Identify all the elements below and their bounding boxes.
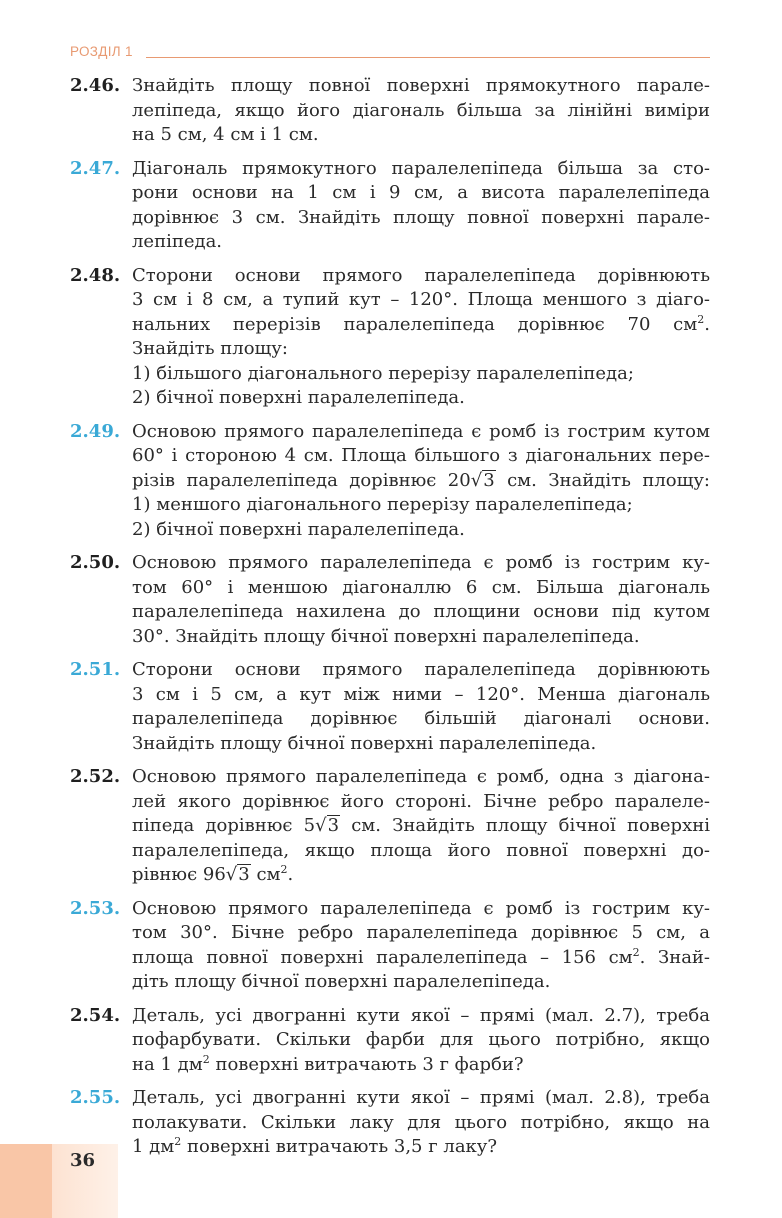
superscript: 2 [174,1135,182,1148]
text-line: на 5 см, 4 см і 1 см. [132,124,319,145]
text-segment: . [287,864,294,885]
problem-number: 2.47. [70,157,121,179]
problem-text [132,765,710,888]
text-segment: на 1 дм [132,1053,203,1075]
problem-number: 2.48. [70,264,121,286]
problem-text [132,897,710,995]
text-line: 1) меншого діагонального перерізу паралелепіпеда; [132,494,633,515]
text-line: лей якого дорівнює його стороні. Бічне ребро паралеле- [132,790,710,812]
text-line: 30°. Знайдіть площу бічної поверхні паралелепіпеда. [132,625,640,647]
text-line: 1) більшого діагонального перерізу паралелепіпеда; [132,362,634,384]
text-segment: нальних перерізів паралелепіпеда дорівнює 70 см [132,313,698,335]
problem-number: 2.55. [70,1087,121,1108]
text-line: 3 см і 5 см, а кут між ними – 120°. Менша діагональ [132,683,710,705]
sqrt-sign: √ [470,469,483,491]
radicand: 3 [483,469,495,491]
text-line [132,1053,710,1078]
page-header [70,42,710,66]
text-line: паралелепіпеда дорівнює більшій діагоналі основи. [132,708,710,729]
text-line: Знайдіть площу бічної поверхні паралелепіпеда. [132,732,597,754]
text-segment: рівнює 96 [132,864,226,885]
problem-2-53 [70,897,710,995]
text-line: рони основи на 1 см і 9 см, а висота паралелепіпеда [132,182,710,203]
text-segment: різів паралелепіпеда дорівнює 20 [132,469,471,491]
problem-text [132,264,710,411]
text-segment: см. Знайдіть площу бічної поверхні [340,815,710,836]
text-line: Знайдіть площу: [132,338,288,359]
text-line: дорівнює 3 см. Знайдіть площу повної поверхні парале- [132,206,710,228]
problem-text [132,157,710,255]
text-line: Сторони основи прямого паралелепіпеда дорівнюють [132,659,710,680]
problem-2-55 [70,1086,710,1160]
superscript: 2 [697,312,705,326]
text-line [132,863,710,888]
problem-text [132,420,710,543]
text-line [132,1135,710,1160]
text-line: Сторони основи прямого паралелепіпеда дорівнюють [132,264,710,286]
text-line: Основою прямого паралелепіпеда є ромб, одна з діагона- [132,766,710,787]
section-label: РОЗДІЛ 1 [70,44,133,59]
text-segment: . Знай- [639,946,711,968]
page-number: 36 [70,1150,96,1171]
text-line: полакувати. Скільки лаку для цього потрібно, якщо на [132,1111,710,1133]
problem-number: 2.54. [70,1004,121,1026]
superscript: 2 [202,1052,210,1066]
problem-number: 2.51. [70,659,121,680]
text-line: 60° і стороною 4 см. Площа більшого з діагональних пере- [132,445,710,466]
text-line: 2) бічної поверхні паралелепіпеда. [132,518,465,540]
text-line: лепіпеда, якщо його діагональ більша за лінійні виміри [132,99,710,121]
text-segment: . [704,313,710,335]
problem-number: 2.50. [70,552,121,573]
problem-2-51 [70,658,710,756]
text-line: Основою прямого паралелепіпеда є ромб із гострим ку- [132,897,710,919]
text-line: 2) бічної поверхні паралелепіпеда. [132,387,465,408]
radicand: 3 [327,815,340,836]
text-line: Деталь, усі двогранні кути якої – прямі (мал. 2.8), треба [132,1087,710,1108]
text-line: Діагональ прямокутного паралелепіпеда більша за сто- [132,157,710,179]
problem-2-50 [70,551,710,649]
problem-text [132,551,710,649]
text-line: паралелепіпеда, якщо площа його повної поверхні до- [132,839,710,861]
text-line: Основою прямого паралелепіпеда є ромб із гострим кутом [132,420,710,442]
text-line: пофарбувати. Скільки фарби для цього потрібно, якщо [132,1029,710,1050]
problem-text [132,74,710,148]
text-segment: піпеда дорівнює 5 [132,815,316,836]
text-line: лепіпеда. [132,231,223,252]
sqrt-sign: √ [315,815,327,836]
problem-2-47 [70,157,710,255]
text-line: 3 см і 8 см, а тупий кут – 120°. Площа меншого з діаго- [132,289,710,310]
superscript: 2 [280,863,288,876]
problem-number: 2.53. [70,897,121,919]
text-line: діть площу бічної поверхні паралелепіпеда. [132,971,551,992]
text-line: Знайдіть площу повної поверхні прямокутного парале- [132,75,710,96]
text-line: паралелепіпеда нахилена до площини основи під кутом [132,601,710,622]
text-line: Основою прямого паралелепіпеда є ромб із гострим ку- [132,552,710,573]
problem-text [132,1086,710,1160]
footer-decoration-inner [0,1144,52,1218]
problem-number: 2.52. [70,766,121,787]
problem-number: 2.49. [70,420,121,442]
text-line: Деталь, усі двогранні кути якої – прямі (мал. 2.7), треба [132,1004,710,1026]
text-segment: поверхні витрачають 3 г фарби? [209,1053,524,1075]
sqrt-sign: √ [225,864,238,885]
problem-text [132,658,710,756]
problem-2-49 [70,420,710,543]
problem-2-52 [70,765,710,888]
problem-2-48 [70,264,710,411]
text-segment: см. Знайдіть площу: [495,469,710,491]
header-rule [146,57,710,58]
text-line: том 60° і меншою діагоналлю 6 см. Більша діагональ [132,576,710,598]
text-segment: см [250,864,281,885]
text-line [132,946,710,971]
problem-text [132,1004,710,1078]
text-line: том 30°. Бічне ребро паралелепіпеда дорівнює 5 см, а [132,922,710,943]
footer-decoration [0,1144,118,1218]
text-line [132,313,710,338]
problem-2-54 [70,1004,710,1078]
superscript: 2 [632,945,640,959]
problem-number: 2.46. [70,75,121,96]
text-segment: поверхні витрачають 3,5 г лаку? [181,1136,498,1157]
radicand: 3 [238,864,250,885]
text-segment: 1 дм [132,1136,175,1157]
text-segment: площа повної поверхні паралелепіпеда – 156 см [132,946,633,968]
text-line [132,469,710,494]
problem-list [70,74,710,1169]
text-line [132,814,710,839]
problem-2-46 [70,74,710,148]
